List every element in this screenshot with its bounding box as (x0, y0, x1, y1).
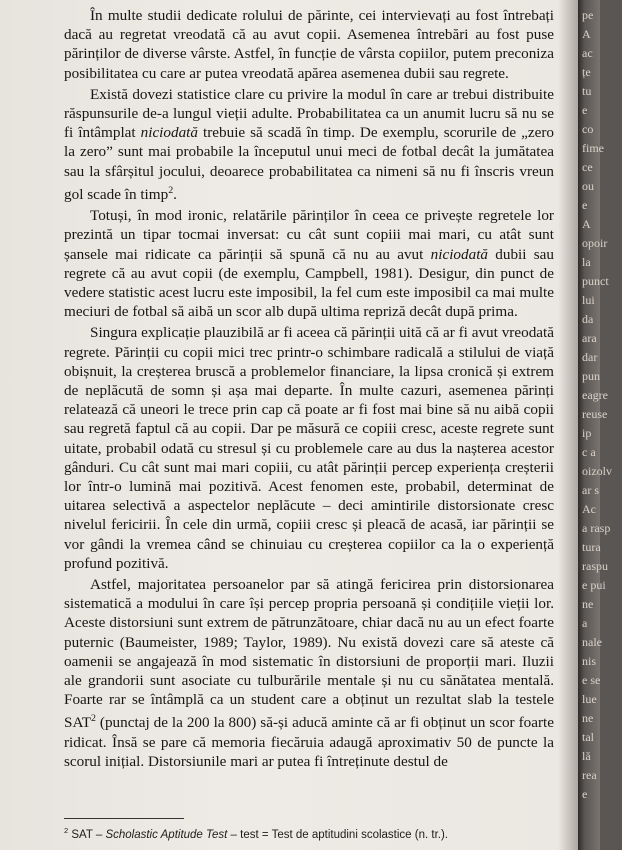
text-run: Singura explicație plauzibilă ar fi aceea că părinții uită că ar fi avut vreodată regrete. Părinții cu copii mici trec printr-o schimbare radicală a stilului de viață obișnuit, la creșterea bruscă a problemelor financiare, la lipsa cronică și extrem de neplăcută de somn și așa mai departe. În multe cazuri, asemenea părinți relatează că uneori le trece prin cap că poate ar fi fost mai bine să nu aibă copii sau regretă faptul că au copii. Dar pe măsură ce copiii cresc, aceste regrete sunt uitate, probabil odată cu stresul și cu problemele care au dus la nașterea acestor gânduri. Cu cât sunt mai mari copiii, cu atât părinții percep experiența creșterii lor într-o lumină mai pozitivă. Acest fenomen este, probabil, determinat de uitarea selectivă a aspectelor neplăcute – deci amintirile distorsionate cresc nivelul fericirii. În cele din urmă, copiii cresc și pleacă de acasă, iar părinții se vor gândi la vremea când se chinuiau cu creșterea copiilor ca la o experiență profund pozitivă. (64, 324, 554, 572)
adjacent-fragment: ip (582, 426, 592, 440)
footnote-rule (64, 818, 184, 819)
text-run: În multe studii dedicate rolului de părinte, cei intervievați au fost întrebați dacă au regretat vreodată că au avut copii. Asemenea întrebări au fost puse părinților de diverse vârste. Astfel, în funcție de vârsta copiilor, putem preconiza posibilitatea cu care ar putea vreodată apărea asemenea dubii sau regrete. (64, 7, 554, 82)
text-run: trebuie să scadă în timp. De exemplu, scorurile de „zero la zero” sunt mai probabile la începutul unui meci de fotbal decât la jumătatea sau la sfârșitul jocului, deoarece probabilitatea ca nimeni să nu fi înscris vreun gol scade în timp (64, 124, 555, 203)
adjacent-fragment: punct (582, 274, 609, 288)
text-run: Totuși, în mod ironic, relatările părinților în ceea ce privește regretele lor prezintă un tipar tocmai inversat: cu cât sunt copiii mai mari, cu atât sunt șansele mai ridicate ca părinții să spună că nu au avut (64, 207, 554, 263)
adjacent-fragment: co (582, 122, 594, 136)
text-run: – test = Test de aptitudini scolastice (n. tr.). (227, 828, 448, 841)
text-run: Astfel, majoritatea persoanelor par să atingă fericirea prin distorsionarea sistematică a modului în care își percep propria persoană și condițiile vieții lor. Aceste distorsiuni sunt extrem de pătrunzătoare, chiar dacă nu au un efect foarte puternic (Baumeister, 1989; Taylor, 1989). Nu există dovezi care să ateste că oamenii se angajează în mod sistematic în distorsiuni de proporții mari. Iluzii ale grandorii sunt asociate cu tulburările mentale și nu cu sănătatea mentală. Foarte rar se întâmplă ca un student care a obținut un rezultat slab la testele SAT (64, 575, 554, 732)
adjacent-page-edge (578, 0, 612, 850)
adjacent-fragment: e (582, 787, 588, 801)
adjacent-fragment: tu (582, 84, 592, 98)
paragraph (64, 206, 554, 321)
footnote (64, 826, 554, 841)
adjacent-fragment: lui (582, 293, 595, 307)
adjacent-fragment: raspu (582, 559, 608, 573)
adjacent-fragment: reuse (582, 407, 608, 421)
adjacent-fragment: nale (582, 635, 602, 649)
text-run: SAT – (68, 828, 106, 841)
body-text (64, 6, 554, 771)
footnote-ref: 2 (168, 184, 174, 196)
adjacent-fragment: fime (582, 141, 604, 155)
text-run: (punctaj de la 200 la 800) să-și aducă aminte că ar fi obținut un scor foarte ridicat. Însă se pare că memoria fiecăruia adaugă aproximativ 50 de puncte la scorul inițial. Distorsiunile mari ar putea fi întreținute destul de (64, 714, 554, 770)
adjacent-fragment: ne (582, 711, 594, 725)
adjacent-fragment: A (582, 27, 591, 41)
adjacent-fragment: c a (582, 445, 596, 459)
adjacent-fragment: ara (582, 331, 597, 345)
footnote-ref: 2 (64, 826, 69, 835)
adjacent-fragment: rea (582, 768, 597, 782)
adjacent-page-fragments (582, 6, 622, 804)
adjacent-fragment: ac (582, 46, 593, 60)
adjacent-fragment: ce (582, 160, 593, 174)
emphasis-text: Scholastic Aptitude Test (105, 828, 228, 841)
adjacent-fragment: pun (582, 369, 600, 383)
adjacent-fragment: opoir (582, 236, 608, 250)
footnote-ref: 2 (91, 713, 96, 725)
adjacent-fragment: ou (582, 179, 594, 193)
text-run: Există dovezi statistice clare cu privire la modul în care ar trebui distribuite răspunsurile de-a lungul vieții adulte. Probabilitatea ca un anumit lucru să nu se fi întâmplat (64, 85, 554, 142)
text-run: . (173, 185, 177, 203)
adjacent-fragment: e (582, 198, 588, 212)
adjacent-fragment: tal (582, 730, 594, 744)
adjacent-fragment: Ac (582, 502, 596, 516)
emphasis-text: niciodată (430, 245, 489, 263)
adjacent-fragment: e (582, 103, 588, 117)
paragraph (64, 323, 554, 573)
adjacent-fragment: dar (582, 350, 598, 364)
page-gutter-shadow (558, 0, 578, 850)
adjacent-fragment: da (582, 312, 594, 326)
adjacent-fragment: eagre (582, 388, 608, 402)
adjacent-fragment: ar s (582, 483, 599, 497)
emphasis-text: niciodată (140, 124, 198, 142)
paragraph (64, 85, 554, 204)
adjacent-fragment: lue (582, 692, 597, 706)
adjacent-fragment: a rasp (582, 521, 611, 535)
adjacent-fragment: pe (582, 8, 594, 22)
adjacent-fragment: e se (582, 673, 601, 687)
adjacent-fragment: țe (582, 65, 591, 79)
adjacent-fragment: ne (582, 597, 594, 611)
text-run: dubii sau regrete că au avut copii (de exemplu, Campbell, 1981). Desigur, din punct de vedere statistic acest lucru este imposibil, la fel cum este imposibil ca mai multe meciuri de fotbal să aibă un scor alb după ultima repriză decât după prima. (64, 245, 555, 321)
adjacent-fragment: lă (582, 749, 591, 763)
paragraph (64, 575, 554, 771)
adjacent-fragment: nis (582, 654, 597, 668)
adjacent-fragment: la (582, 255, 591, 269)
adjacent-fragment: A (582, 217, 591, 231)
adjacent-fragment: e pui (582, 578, 606, 592)
adjacent-fragment: tura (582, 540, 601, 554)
adjacent-fragment: oizolv (582, 464, 612, 478)
paragraph (64, 6, 554, 83)
adjacent-fragment: a (582, 616, 588, 630)
